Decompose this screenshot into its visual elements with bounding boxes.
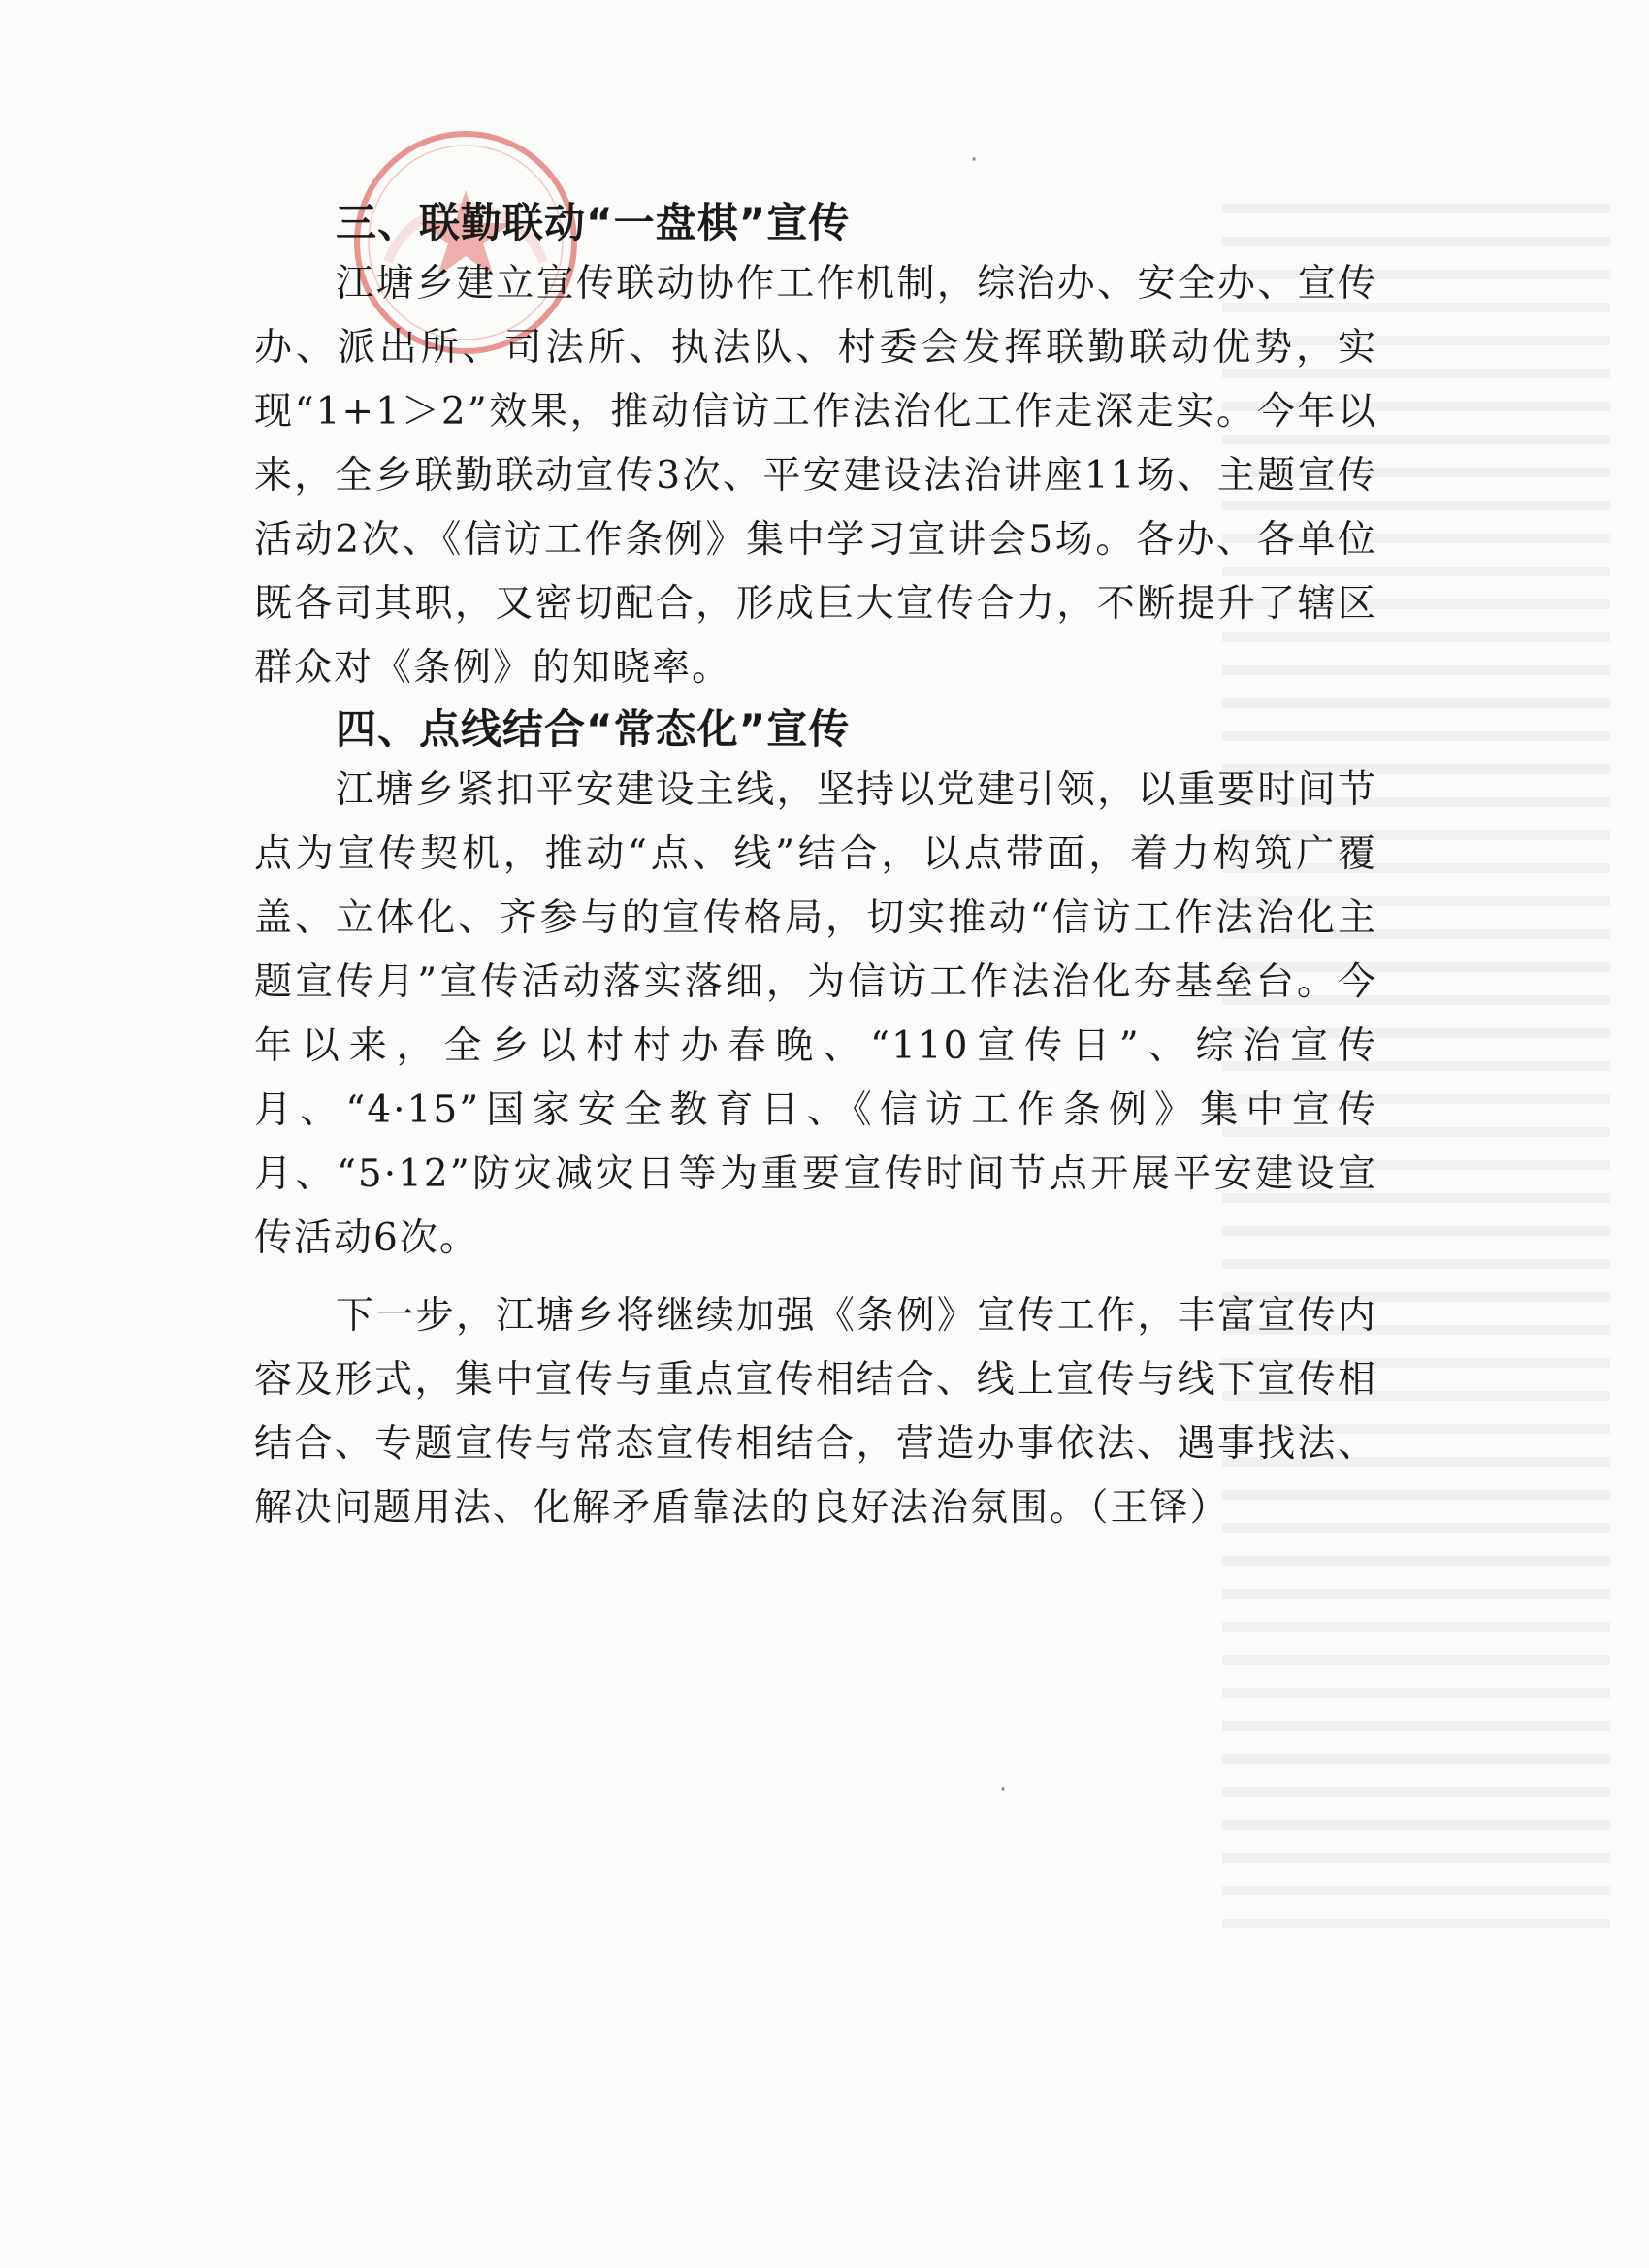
section-paragraph: 江塘乡紧扣平安建设主线，坚持以党建引领，以重要时间节点为宣传契机，推动“点、线”结合，以点带面，着力构筑广覆盖、立体化、齐参与的宣传格局，切实推动“信访工作法治化主题宣传月”宣传活动落实落细，为信访工作法治化夯基垒台。今年以来，全乡以村村办春晚、“110宣传日”、综治宣传月、“4·15”国家安全教育日、《信访工作条例》集中宣传月、“5·12”防灾减灾日等为重要宣传时间节点开展平安建设宣传活动6次。 xyxy=(254,768,1377,1260)
scan-speck: · xyxy=(999,1775,1008,1804)
section-paragraph: 江塘乡建立宣传联动协作工作机制，综治办、安全办、宣传办、派出所、司法所、执法队、村委会发挥联勤联动优势，实现“1+1＞2”效果，推动信访工作法治化工作走深走实。今年以来，全乡联勤联动宣传3次、平安建设法治讲座11场、主题宣传活动2次、《信访工作条例》集中学习宣讲会5场。各办、各单位既各司其职，又密切配合，形成巨大宣传合力，不断提升了辖区群众对《条例》的知晓率。 xyxy=(254,262,1377,690)
section-heading: 四、点线结合“常态化”宣传 xyxy=(336,705,851,753)
section-heading: 三、联勤联动“一盘棋”宣传 xyxy=(336,199,851,246)
scan-speck: · xyxy=(970,146,979,175)
closing-paragraph: 下一步，江塘乡将继续加强《条例》宣传工作，丰富宣传内容及形式，集中宣传与重点宣传相结合、线上宣传与线下宣传相结合、专题宣传与常态宣传相结合，营造办事依法、遇事找法、解决问题用法、化解矛盾靠法的良好法治氛围。（王铎） xyxy=(254,1294,1377,1530)
document-body xyxy=(254,194,1377,1540)
